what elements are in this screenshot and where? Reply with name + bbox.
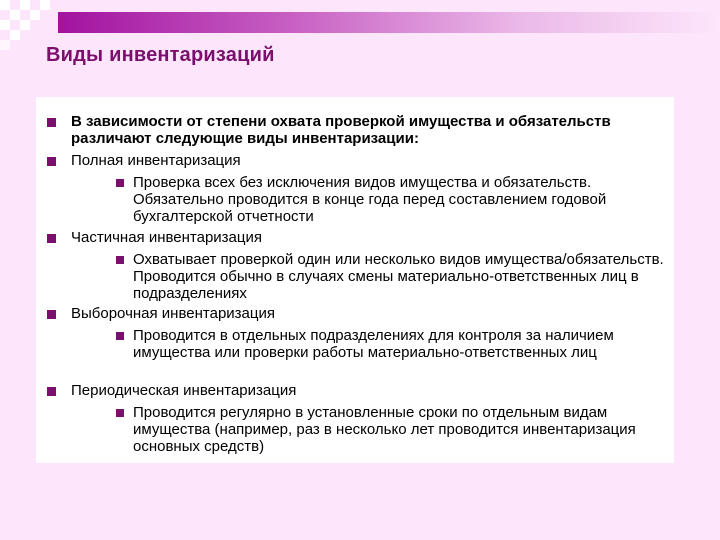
sub-item-text: Охватывает проверкой один или несколько видов имущества/обязательств. Проводится обычно в случаях смены материально-ответственных лиц в подразделениях bbox=[133, 251, 664, 302]
square-bullet-icon bbox=[47, 118, 56, 127]
square-bullet-icon bbox=[116, 256, 124, 264]
square-bullet-icon bbox=[47, 387, 56, 396]
list-item-text: Полная инвентаризация bbox=[71, 152, 241, 169]
sub-item-text: Проверка всех без исключения видов имущества и обязательств. Обязательно проводится в конце года перед составлением годовой бухгалтерской отчетности bbox=[133, 174, 607, 225]
square-bullet-icon bbox=[47, 157, 56, 166]
header-decoration bbox=[0, 0, 720, 50]
list-item-text: Периодическая инвентаризация bbox=[71, 382, 297, 399]
sub-item-text: Проводится в отдельных подразделениях для контроля за наличием имущества или проверки работы материально-ответственных лиц bbox=[133, 327, 614, 361]
square-bullet-icon bbox=[47, 234, 56, 243]
header-gradient-bar bbox=[58, 12, 720, 33]
square-bullet-icon bbox=[47, 310, 56, 319]
slide-title: Виды инвентаризаций bbox=[46, 44, 275, 66]
list-item-text: Выборочная инвентаризация bbox=[71, 305, 275, 322]
sub-item-text: Проводится регулярно в установленные сроки по отдельным видам имущества (например, раз в несколько лет проводится инвентаризация основных средств) bbox=[133, 404, 636, 455]
content-box bbox=[36, 97, 674, 463]
square-bullet-icon bbox=[116, 179, 124, 187]
list-item-text: В зависимости от степени охвата проверкой имущества и обязательств различают следующие виды инвентаризации: bbox=[71, 113, 611, 147]
square-bullet-icon bbox=[116, 332, 124, 340]
square-bullet-icon bbox=[116, 409, 124, 417]
list-item-text: Частичная инвентаризация bbox=[71, 229, 262, 246]
